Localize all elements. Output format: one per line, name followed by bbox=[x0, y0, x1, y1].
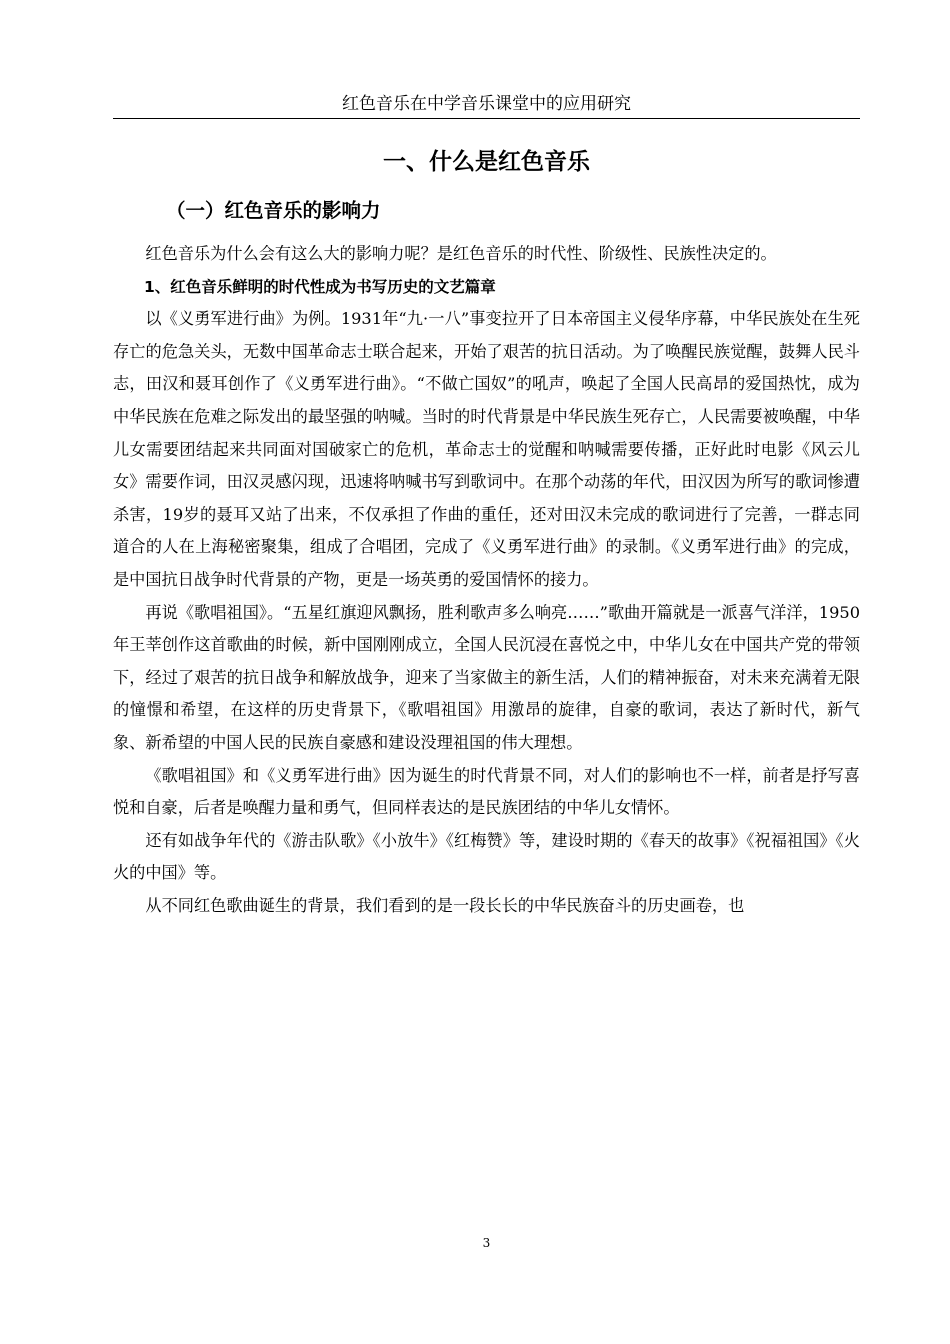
subheading-1: 1、红色音乐鲜明的时代性成为书写历史的文艺篇章 bbox=[144, 277, 496, 296]
header-rule bbox=[113, 118, 860, 119]
paragraph-1: 以《义勇军进行曲》为例。1931年“九·一八”事变拉开了日本帝国主义侵华序幕，中华民族处在生死存亡的危急关头，无数中国革命志士联合起来，开始了艰苦的抗日活动。为了唤醒民族觉醒，鼓舞人民斗志，田汉和聂耳创作了《义勇军进行曲》。“不做亡国奴”的吼声，唤起了全国人民高昂的爱国热忱，成为中华民族在危难之际发出的最坚强的呐喊。当时的时代背景是中华民族生死存亡，人民需要被唤醒，中华儿女需要团结起来共同面对国破家亡的危机，革命志士的觉醒和呐喊需要传播，正好此时电影《风云儿女》需要作词，田汉灵感闪现，迅速将呐喊书写到歌词中。在那个动荡的年代，田汉因为所写的歌词惨遭杀害，19岁的聂耳又站了出来，不仅承担了作曲的重任，还对田汉未完成的歌词进行了完善，一群志同道合的人在上海秘密聚集，组成了合唱团，完成了《义勇军进行曲》的录制。《义勇军进行曲》的完成，是中国抗日战争时代背景的产物，更是一场英勇的爱国情怀的接力。 bbox=[113, 309, 860, 589]
paragraph-intro: 红色音乐为什么会有这么大的影响力呢？是红色音乐的时代性、阶级性、民族性决定的。 bbox=[145, 244, 777, 263]
body-text bbox=[113, 238, 860, 922]
chapter-title: 一、什么是红色音乐 bbox=[383, 149, 590, 175]
section-title: （一）红色音乐的影响力 bbox=[166, 199, 381, 222]
running-header: 红色音乐在中学音乐课堂中的应用研究 bbox=[342, 94, 631, 114]
paragraph-3: 《歌唱祖国》和《义勇军进行曲》因为诞生的时代背景不同，对人们的影响也不一样，前者是抒写喜悦和自豪，后者是唤醒力量和勇气，但同样表达的是民族团结的中华儿女情怀。 bbox=[113, 765, 860, 818]
paragraph-2: 再说《歌唱祖国》。“五星红旗迎风飘扬，胜利歌声多么响亮……”歌曲开篇就是一派喜气洋洋，1950年王莘创作这首歌曲的时候，新中国刚刚成立，全国人民沉浸在喜悦之中，中华儿女在中国共产党的带领下，经过了艰苦的抗日战争和解放战争，迎来了当家做主的新生活，人们的精神振奋，对未来充满着无限的憧憬和希望，在这样的历史背景下，《歌唱祖国》用激昂的旋律，自豪的歌词，表达了新时代，新气象、新希望的中国人民的民族自豪感和建设没理祖国的伟大理想。 bbox=[113, 602, 860, 752]
paragraph-4: 还有如战争年代的《游击队歌》《小放牛》《红梅赞》等，建设时期的《春天的故事》《祝福祖国》《火火的中国》等。 bbox=[113, 830, 860, 883]
paragraph-5: 从不同红色歌曲诞生的背景，我们看到的是一段长长的中华民族奋斗的历史画卷，也 bbox=[145, 895, 745, 915]
page-number: 3 bbox=[482, 1236, 491, 1250]
